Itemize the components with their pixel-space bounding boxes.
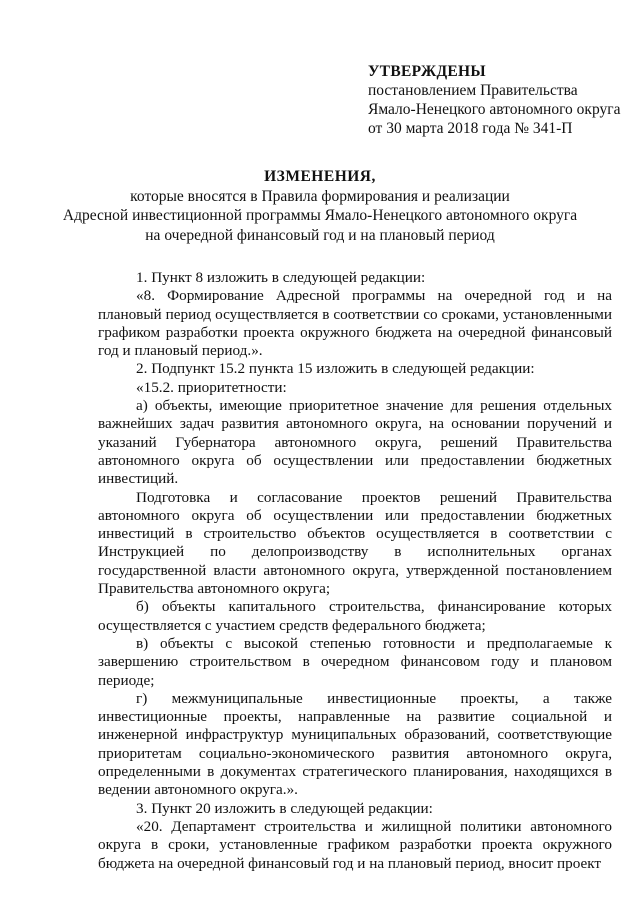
approval-stamp — [368, 62, 620, 138]
document-title — [0, 167, 640, 245]
paragraph-item-3: 3. Пункт 20 изложить в следующей редакции: — [136, 799, 433, 817]
paragraph-clause-15-2: «15.2. приоритетности: — [136, 378, 287, 396]
paragraph-subitem-a: а) объекты, имеющие приоритетное значение для решения отдельных важнейших задач развития автономного округа, на основании поручений и указаний Губернатора автономного округа, решений Правительства автономного округа об осуществлении или предоставлении бюджетных инвестиций. — [98, 397, 612, 488]
paragraph-clause-20: «20. Департамент строительства и жилищной политики автономного округа в сроки, установленные графиком разработки проекта окружного бюджета на очередной финансовый год и на плановый период, вносит проект — [98, 817, 612, 872]
paragraph-subitem-v: в) объекты с высокой степенью готовности и предполагаемые к завершению строительством в очередном финансовом году и плановом периоде; — [98, 634, 612, 689]
document-body — [98, 269, 612, 873]
paragraph-subitem-b: б) объекты капитального строительства, финансирование которых осуществляется с участием средств федерального бюджета; — [98, 598, 612, 634]
approval-heading: УТВЕРЖДЕНЫ — [368, 63, 486, 80]
title-subtitle-3: на очередной финансовый год и на плановый период — [145, 226, 495, 244]
approval-line-2: Ямало-Ненецкого автономного округа — [368, 101, 621, 118]
paragraph-subitem-g: г) межмуниципальные инвестиционные проекты, а также инвестиционные проекты, направленные на развитие социальной и инженерной инфраструктур муниципальных образований, соответствующие приоритетам социально-экономического развития автономного округа, определенными в документах стратегического планирования, находящихся в ведении автономного округа.». — [98, 689, 612, 799]
title-subtitle-1: которые вносятся в Правила формирования и реализации — [130, 187, 510, 205]
paragraph-item-1: 1. Пункт 8 изложить в следующей редакции: — [136, 269, 426, 286]
title-subtitle-2: Адресной инвестиционной программы Ямало-Ненецкого автономного округа — [62, 207, 578, 224]
approval-line-1: постановлением Правительства — [368, 82, 578, 99]
paragraph-item-2: 2. Подпункт 15.2 пункта 15 изложить в следующей редакции: — [136, 360, 535, 378]
paragraph-clause-8: «8. Формирование Адресной программы на очередной год и на плановый период осуществляется в соответствии со сроками, установленными графиком разработки проекта окружного бюджета на очередной финансовый год и плановый период.». — [98, 287, 612, 360]
paragraph-preparation: Подготовка и согласование проектов решений Правительства автономного округа об осуществлении или предоставлении бюджетных инвестиций в строительство объектов осуществляется в соответствии с Инструкцией по делопроизводству в исполнительных органах государственной власти автономного округа, утвержденной постановлением Правительства автономного округа; — [98, 488, 612, 598]
title-main: ИЗМЕНЕНИЯ, — [264, 168, 376, 185]
approval-line-3: от 30 марта 2018 года № 341-П — [368, 120, 573, 137]
